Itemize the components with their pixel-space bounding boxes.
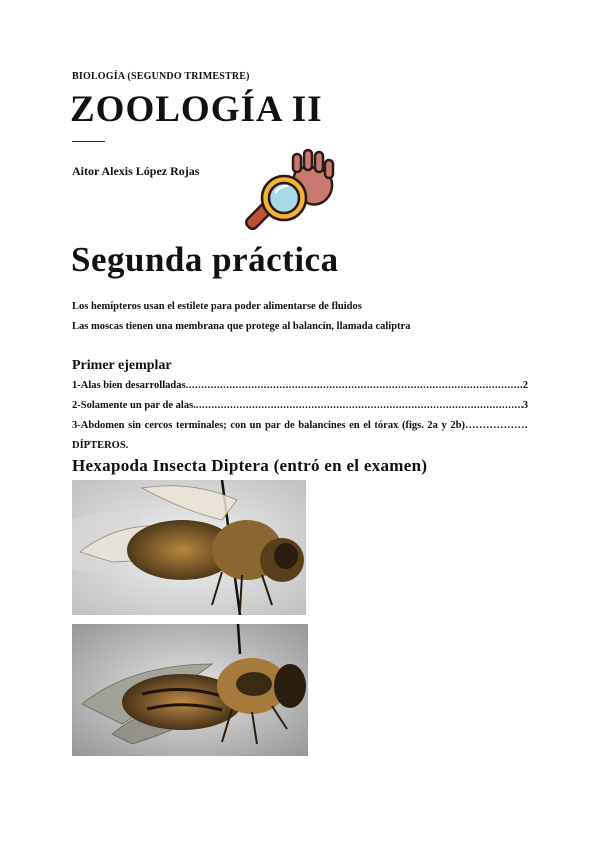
subject-label: BIOLOGÍA (SEGUNDO TRIMESTRE) bbox=[72, 71, 250, 82]
section-heading: Segunda práctica bbox=[71, 240, 339, 279]
fly-photo-lateral bbox=[72, 480, 306, 615]
specimen-heading: Primer ejemplar bbox=[72, 358, 172, 373]
author-name: Aitor Alexis López Rojas bbox=[72, 164, 200, 178]
note-hemipteros: Los hemípteros usan el estilete para poder alimentarse de fluidos bbox=[72, 301, 362, 312]
leader-dots bbox=[186, 376, 523, 396]
title-divider bbox=[72, 141, 105, 142]
taxon-heading: Hexapoda Insecta Diptera (entró en el examen) bbox=[72, 456, 428, 475]
leader-dots bbox=[196, 396, 523, 416]
key-step-text: 2-Solamente un par de alas. bbox=[72, 400, 196, 411]
key-step-ref: 3 bbox=[522, 400, 528, 411]
key-step-text: 1-Alas bien desarrolladas bbox=[72, 380, 186, 391]
fly-photo-dorsal bbox=[72, 624, 308, 756]
magnifier-paw-icon bbox=[238, 148, 340, 244]
key-step-3: 3-Abdomen sin cercos terminales; con un par de balancines en el tórax (figs. 2a y 2b)……………… DÍPTEROS. bbox=[72, 420, 528, 451]
key-step-1 bbox=[72, 376, 528, 396]
key-step-ref: 2 bbox=[522, 380, 528, 391]
key-step-2 bbox=[72, 396, 528, 416]
note-moscas: Las moscas tienen una membrana que protege al balancín, llamada caliptra bbox=[72, 321, 411, 332]
document-title: ZOOLOGÍA II bbox=[70, 89, 323, 130]
